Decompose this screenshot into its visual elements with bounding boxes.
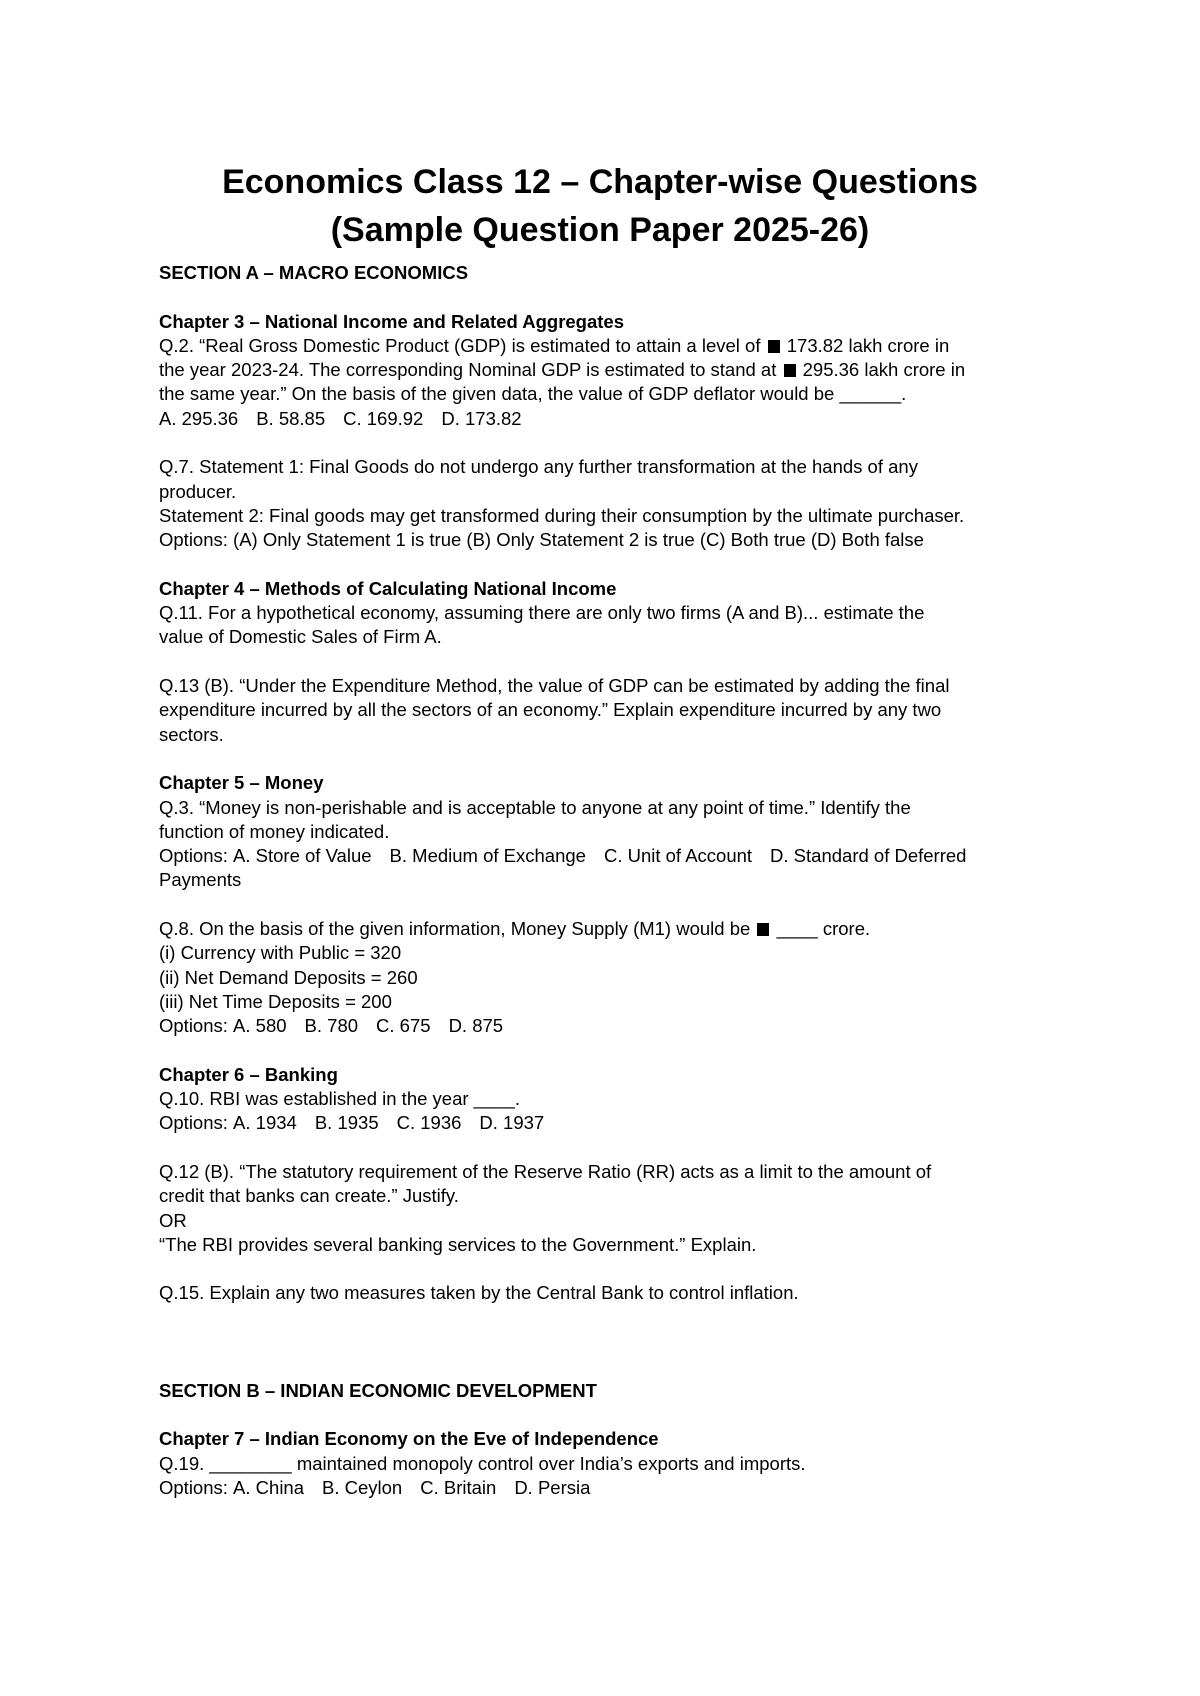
rupee-symbol-icon xyxy=(757,923,769,936)
chapter-4-heading: Chapter 4 – Methods of Calculating National Income xyxy=(159,577,617,599)
question-12-line-1: Q.12 (B). “The statutory requirement of the Reserve Ratio (RR) acts as a limit to the amount of xyxy=(159,1160,932,1182)
option: D. Persia xyxy=(514,1476,591,1498)
rupee-symbol-icon xyxy=(784,364,796,377)
option: A. 1934 xyxy=(233,1112,297,1134)
option: B. Medium of Exchange xyxy=(389,845,586,867)
section-b-heading: SECTION B – INDIAN ECONOMIC DEVELOPMENT xyxy=(159,1379,597,1401)
question-12-line-2: credit that banks can create.” Justify. xyxy=(159,1185,459,1207)
option: D. 173.82 xyxy=(441,407,522,429)
option: A. China xyxy=(233,1476,305,1498)
question-12-or: OR xyxy=(159,1209,187,1231)
option: D. 875 xyxy=(448,1015,504,1037)
question-12-line-4: “The RBI provides several banking services to the Government.” Explain. xyxy=(159,1233,757,1255)
q2-text-1a: Q.2. “Real Gross Domestic Product (GDP) is estimated to attain a level of xyxy=(159,334,761,356)
question-3-line-2: function of money indicated. xyxy=(159,820,390,842)
q2-text-1b: 173.82 lakh crore in xyxy=(786,334,950,356)
page-title: Economics Class 12 – Chapter-wise Questions xyxy=(222,163,978,201)
question-13-line-3: sectors. xyxy=(159,723,224,745)
option: D. 1937 xyxy=(479,1112,545,1134)
question-2 xyxy=(159,334,1059,358)
question-7-line-1: Q.7. Statement 1: Final Goods do not undergo any further transformation at the hands of any xyxy=(159,456,918,478)
question-13-line-1: Q.13 (B). “Under the Expenditure Method, the value of GDP can be estimated by adding the final xyxy=(159,675,950,697)
question-8-item-iii: (iii) Net Time Deposits = 200 xyxy=(159,990,392,1012)
option: C. 675 xyxy=(376,1015,431,1037)
chapter-6-heading: Chapter 6 – Banking xyxy=(159,1063,338,1085)
q2-text-2b: 295.36 lakh crore in xyxy=(802,359,966,381)
question-3-options xyxy=(159,844,1059,868)
question-3-line-4: Payments xyxy=(159,869,242,891)
option: B. 58.85 xyxy=(256,407,326,429)
options-label: Options: xyxy=(159,845,228,867)
option: C. 1936 xyxy=(396,1112,462,1134)
question-8-item-ii: (ii) Net Demand Deposits = 260 xyxy=(159,966,418,988)
question-8-item-i: (i) Currency with Public = 320 xyxy=(159,942,402,964)
option: B. Ceylon xyxy=(322,1476,403,1498)
q8-text-1b: ____ crore. xyxy=(776,918,871,940)
question-2-line-3: the same year.” On the basis of the given data, the value of GDP deflator would be ______. xyxy=(159,383,907,405)
question-7-options: Options: (A) Only Statement 1 is true (B) Only Statement 2 is true (C) Both true (D) Both false xyxy=(159,529,924,551)
rupee-symbol-icon xyxy=(768,340,780,353)
question-8-options xyxy=(159,1014,1059,1038)
question-11-line-1: Q.11. For a hypothetical economy, assuming there are only two firms (A and B)... estimate the xyxy=(159,602,925,624)
question-2-options xyxy=(159,407,1059,431)
q2-text-2a: the year 2023-24. The corresponding Nominal GDP is estimated to stand at xyxy=(159,359,777,381)
option: D. Standard of Deferred xyxy=(770,845,967,867)
options-label: Options: xyxy=(159,1476,228,1498)
question-19-line-1: Q.19. ________ maintained monopoly control over India’s exports and imports. xyxy=(159,1452,806,1474)
q8-text-1a: Q.8. On the basis of the given information, Money Supply (M1) would be xyxy=(159,918,751,940)
option: A. 295.36 xyxy=(159,407,239,429)
question-10-line-1: Q.10. RBI was established in the year ____. xyxy=(159,1088,520,1110)
content xyxy=(159,261,1059,1500)
chapter-7-heading: Chapter 7 – Indian Economy on the Eve of Independence xyxy=(159,1428,659,1450)
page-subtitle: (Sample Question Paper 2025-26) xyxy=(330,211,870,249)
question-15: Q.15. Explain any two measures taken by the Central Bank to control inflation. xyxy=(159,1282,799,1304)
question-7-line-3: Statement 2: Final goods may get transformed during their consumption by the ultimate purchaser. xyxy=(159,504,965,526)
options-label: Options: xyxy=(159,1015,228,1037)
option: A. 580 xyxy=(233,1015,287,1037)
question-2-line-2 xyxy=(159,358,1059,382)
option: C. Unit of Account xyxy=(603,845,753,867)
options-label: Options: xyxy=(159,1112,228,1134)
question-11-line-2: value of Domestic Sales of Firm A. xyxy=(159,626,442,648)
question-10-options xyxy=(159,1111,1059,1135)
chapter-3-heading: Chapter 3 – National Income and Related Aggregates xyxy=(159,310,625,332)
question-13-line-2: expenditure incurred by all the sectors of an economy.” Explain expenditure incurred by any two xyxy=(159,699,942,721)
chapter-5-heading: Chapter 5 – Money xyxy=(159,772,324,794)
question-8-line-1 xyxy=(159,917,1059,941)
section-a-heading: SECTION A – MACRO ECONOMICS xyxy=(159,262,469,283)
option: C. Britain xyxy=(420,1476,497,1498)
question-3-line-1: Q.3. “Money is non-perishable and is acceptable to anyone at any point of time.” Identify the xyxy=(159,796,911,818)
option: B. 780 xyxy=(304,1015,359,1037)
option: C. 169.92 xyxy=(343,407,424,429)
option: A. Store of Value xyxy=(233,845,372,867)
question-7-line-2: producer. xyxy=(159,480,237,502)
question-19-options xyxy=(159,1476,1059,1500)
option: B. 1935 xyxy=(314,1112,379,1134)
